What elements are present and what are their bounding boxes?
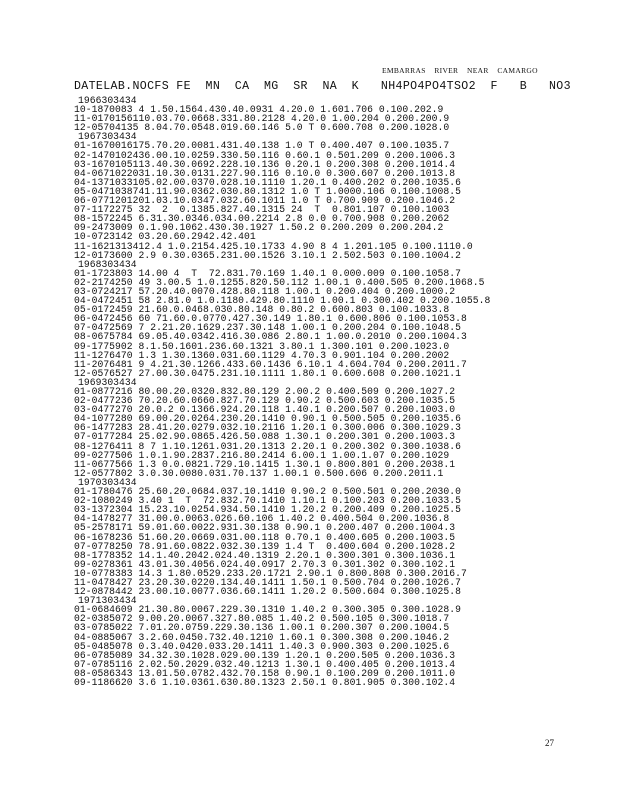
column-header: DATELAB.NOCFS FE MN CA MG SR NA K NH4PO4PO4TSO2 F B NO3 — [74, 80, 571, 93]
data-row: 02-0385072 9.00.20.0067.327.80.085 1.40.2 0.500.105 0.300.1018.7 — [74, 613, 450, 625]
year-label: 1971303434 — [78, 595, 137, 607]
data-row: 01-1780476 25.60.20.0684.037.10.1410 0.90.2 0.500.501 0.200.2030.0 — [74, 486, 461, 498]
year-label: 1970303434 — [78, 476, 137, 488]
data-row: 10-1870083 4 1.50.1564.430.40.0931 4.20.0 1.601.706 0.100.202.9 — [74, 104, 444, 116]
data-row: 04-1077280 69.00.20.0264.230.20.1410 0.90.1 0.500.505 0.200.1035.6 — [74, 413, 461, 425]
year-label: 1966303434 — [78, 96, 137, 106]
data-row: 05-0172459 21.60.0.0468.030.80.148 0.80.2 0.600.803 0.100.1033.8 — [74, 304, 450, 316]
data-row: 04-0885067 3.2.60.0450.732.40.1210 1.60.1 0.300.308 0.200.1046.2 — [74, 631, 450, 643]
year-label: 1967303434 — [78, 131, 137, 143]
data-row: 06-1477283 28.41.20.0279.032.10.2116 1.20.1 0.300.006 0.300.1029.3 — [74, 422, 461, 434]
data-row: 10-0778383 14.3 1.80.0529.233.20.1721 2.90.1 0.800.808 0.300.2016.7 — [74, 567, 467, 579]
data-row: 11-2076481 9 4.21.30.1266.433.60.1436 6.10.1 4.604.704 0.200.2011.7 — [74, 358, 467, 370]
year-label: 1968303434 — [78, 258, 137, 270]
data-row: 03-0724217 57.20.40.0070.428.80.118 1.00.1 0.200.404 0.200.1000.2 — [74, 285, 456, 297]
data-row: 08-1276411 8 7 1.10.1261.031.20.1313 2.20.1 0.200.302 0.300.1038.6 — [74, 440, 461, 452]
data-row: 09-0277506 1.0.1.90.2837.216.80.2414 6.00.1 1.00.1.07 0.200.1029 — [74, 449, 450, 461]
data-row: 09-1186620 3.6 1.10.0361.630.80.1323 2.50.1 0.801.905 0.300.102.4 — [74, 677, 456, 688]
data-row: 06-0771201201.03.10.0347.032.60.1011 1.0 T 0.700.909 0.200.1046.2 — [74, 195, 456, 207]
data-row: 01-1670016175.70.20.0081.431.40.138 1.0 T 0.400.407 0.100.1035.7 — [74, 140, 450, 152]
data-row: 12-0173600 2.9 0.30.0365.231.00.1526 3.10.1 2.502.503 0.100.1004.2 — [74, 249, 461, 261]
data-row: 04-1478277 31.00.0.0063.026.60.106 1.40.2 0.400.504 0.200.1036.8 — [74, 513, 450, 525]
data-row: 09-1775902 8.1.50.1601.236.60.1321 3.80.1 1.300.101 0.200.1023.0 — [74, 340, 450, 352]
data-row: 08-1778352 14.1.40.2042.024.40.1319 2.20.1 0.300.301 0.300.1036.1 — [74, 549, 456, 561]
data-row: 11-1621313412.4 1.0.2154.425.10.1733 4.90 8 4 1.201.105 0.100.1110.0 — [74, 240, 473, 252]
data-row: 12-0576527 27.00.30.0475.231.10.1111 1.80.1 0.600.608 0.200.1021.1 — [74, 367, 461, 379]
data-row: 12-0577802 3.0.30.0080.031.70.137 1.00.1 0.500.606 0.200.2011.1 — [74, 467, 444, 479]
data-row: 06-0785089 34.32.30.1028.029.00.139 1.20.1 0.200.505 0.200.1036.3 — [74, 649, 456, 661]
data-row: 07-0785116 2.02.50.2029.032.40.1213 1.30.1 0.400.405 0.200.1013.4 — [74, 658, 456, 670]
data-row: 01-0877216 80.00.20.0320.832.80.129 2.00.2 0.400.509 0.200.1027.2 — [74, 386, 456, 397]
station-title: EMBARRAS RIVER NEAR CAMARGO — [382, 66, 538, 75]
data-row: 07-0177284 25.02.90.0865.426.50.088 1.30.1 0.200.301 0.200.1003.3 — [74, 431, 456, 443]
data-row: 04-0472451 58 2.81.0 1.0.1180.429.80.1110 1.00.1 0.300.402 0.200.1055.8 — [74, 295, 491, 307]
data-row: 04-1371033105.02.00.0370.028.10.1110 1.20.1 0.400.202 0.200.1035.6 — [74, 176, 461, 188]
data-row: 07-0778250 78.91.60.0822.032.30.139 1.4 T 0.400.604 0.200.1028.2 — [74, 540, 456, 552]
data-row: 01-0684609 21.30.80.0067.229.30.1310 1.40.2 0.300.305 0.300.1028.9 — [74, 604, 461, 616]
data-row: 12-05704135 8.04.70.0548.019.60.146 5.0 T 0.600.708 0.200.1028.0 — [74, 122, 450, 134]
data-row: 07-0472569 7 2.21.20.1629.237.30.148 1.00.1 0.200.204 0.100.1048.5 — [74, 322, 461, 334]
page-number: 27 — [545, 738, 554, 748]
data-row: 03-0477270 20.0.2 0.1366.924.20.118 1.40.1 0.200.507 0.200.1003.0 — [74, 404, 456, 416]
data-row: 08-0586343 13.01.50.0782.432.70.158 0.90.1 0.100.209 0.200.1011.0 — [74, 667, 456, 679]
data-row: 06-1678236 51.60.20.0669.031.00.118 0.70.1 0.400.605 0.200.1003.5 — [74, 531, 456, 543]
data-row: 05-0485078 0.3.40.0420.033.20.1411 1.40.3 0.900.303 0.200.1025.6 — [74, 640, 450, 652]
data-row: 10-0723142 03.20.60.2942.42.401 — [74, 231, 256, 243]
data-row: 01-1723803 14.00 4 T 72.831.70.169 1.40.1 0.000.009 0.100.1058.7 — [74, 267, 461, 279]
data-row: 02-1470102436.00.10.0259.330.50.116 0.60.1 0.501.209 0.200.1006.3 — [74, 149, 456, 161]
data-row: 09-2473009 0.1.90.1062.430.30.1927 1.50.2 0.200.209 0.200.204.2 — [74, 222, 444, 234]
data-row: 11-0170156110.03.70.0668.331.80.2128 4.20.0 1.00.204 0.200.200.9 — [74, 113, 450, 125]
data-row: 05-0471038741.11.90.0362.030.80.1312 1.0 T 1.0000.106 0.100.1008.5 — [74, 185, 461, 197]
data-row: 03-1372304 15.23.10.0254.934.50.1410 1.20.2 0.200.409 0.200.1025.5 — [74, 504, 461, 516]
data-row: 02-0477236 70.20.60.0660.827.70.129 0.90.2 0.500.603 0.200.1035.5 — [74, 395, 456, 407]
data-row: 11-0478427 23.20.30.0220.134.40.1411 1.50.1 0.500.704 0.200.1026.7 — [74, 576, 461, 588]
data-row: 02-1080249 3.40 1 T 72.832.70.1410 1.10.1 0.100.203 0.200.1033.5 — [74, 495, 461, 507]
data-row: 09-0278361 43.01.30.4056.024.40.0917 2.70.3 0.301.302 0.300.102.1 — [74, 558, 456, 570]
data-row: 11-0677566 1.3 0.0.0821.729.10.1415 1.30.1 0.800.801 0.200.2038.1 — [74, 458, 456, 470]
data-row: 08-1572245 6.31.30.0346.034.00.2214 2.8 0.0 0.700.908 0.200.2062 — [74, 213, 450, 225]
data-row: 06-0472456 60 71.60.0.0770.427.30.149 1.80.1 0.600.806 0.100.1053.8 — [74, 313, 467, 325]
data-row: 11-1276470 1.3 1.30.1360.031.60.1129 4.70.3 0.901.104 0.200.2002 — [74, 349, 450, 361]
data-row: 03-1670105113.40.30.0692.228.10.136 0.20.1 0.200.308 0.200.1014.4 — [74, 158, 456, 170]
data-row: 03-0785022 7.01.20.0759.229.30.136 1.00.1 0.200.307 0.200.1004.5 — [74, 622, 450, 634]
data-row: 07-1172275 32 2 0.1385.827.40.1315 24 T 0.801.107 0.100.1003 — [74, 204, 450, 216]
data-listing — [74, 96, 594, 687]
data-row: 04-0671022031.10.30.0131.227.90.116 0.10.0 0.300.607 0.200.1013.8 — [74, 167, 456, 179]
data-row: 08-0675784 69.05.40.0342.416.30.086 2.80.1 1.00.0.2010 0.200.1004.3 — [74, 331, 467, 343]
data-row: 05-2578171 59.01.60.0022.931.30.138 0.90.1 0.200.407 0.200.1004.3 — [74, 522, 456, 534]
data-row: 02-2174250 49 3.00.5 1.0.1255.820.50.112 1.00.1 0.400.505 0.200.1068.5 — [74, 276, 485, 288]
data-row: 12-0878442 23.00.10.0077.036.60.1411 1.20.2 0.500.604 0.300.1025.8 — [74, 586, 461, 598]
year-label: 1969303434 — [78, 376, 137, 388]
